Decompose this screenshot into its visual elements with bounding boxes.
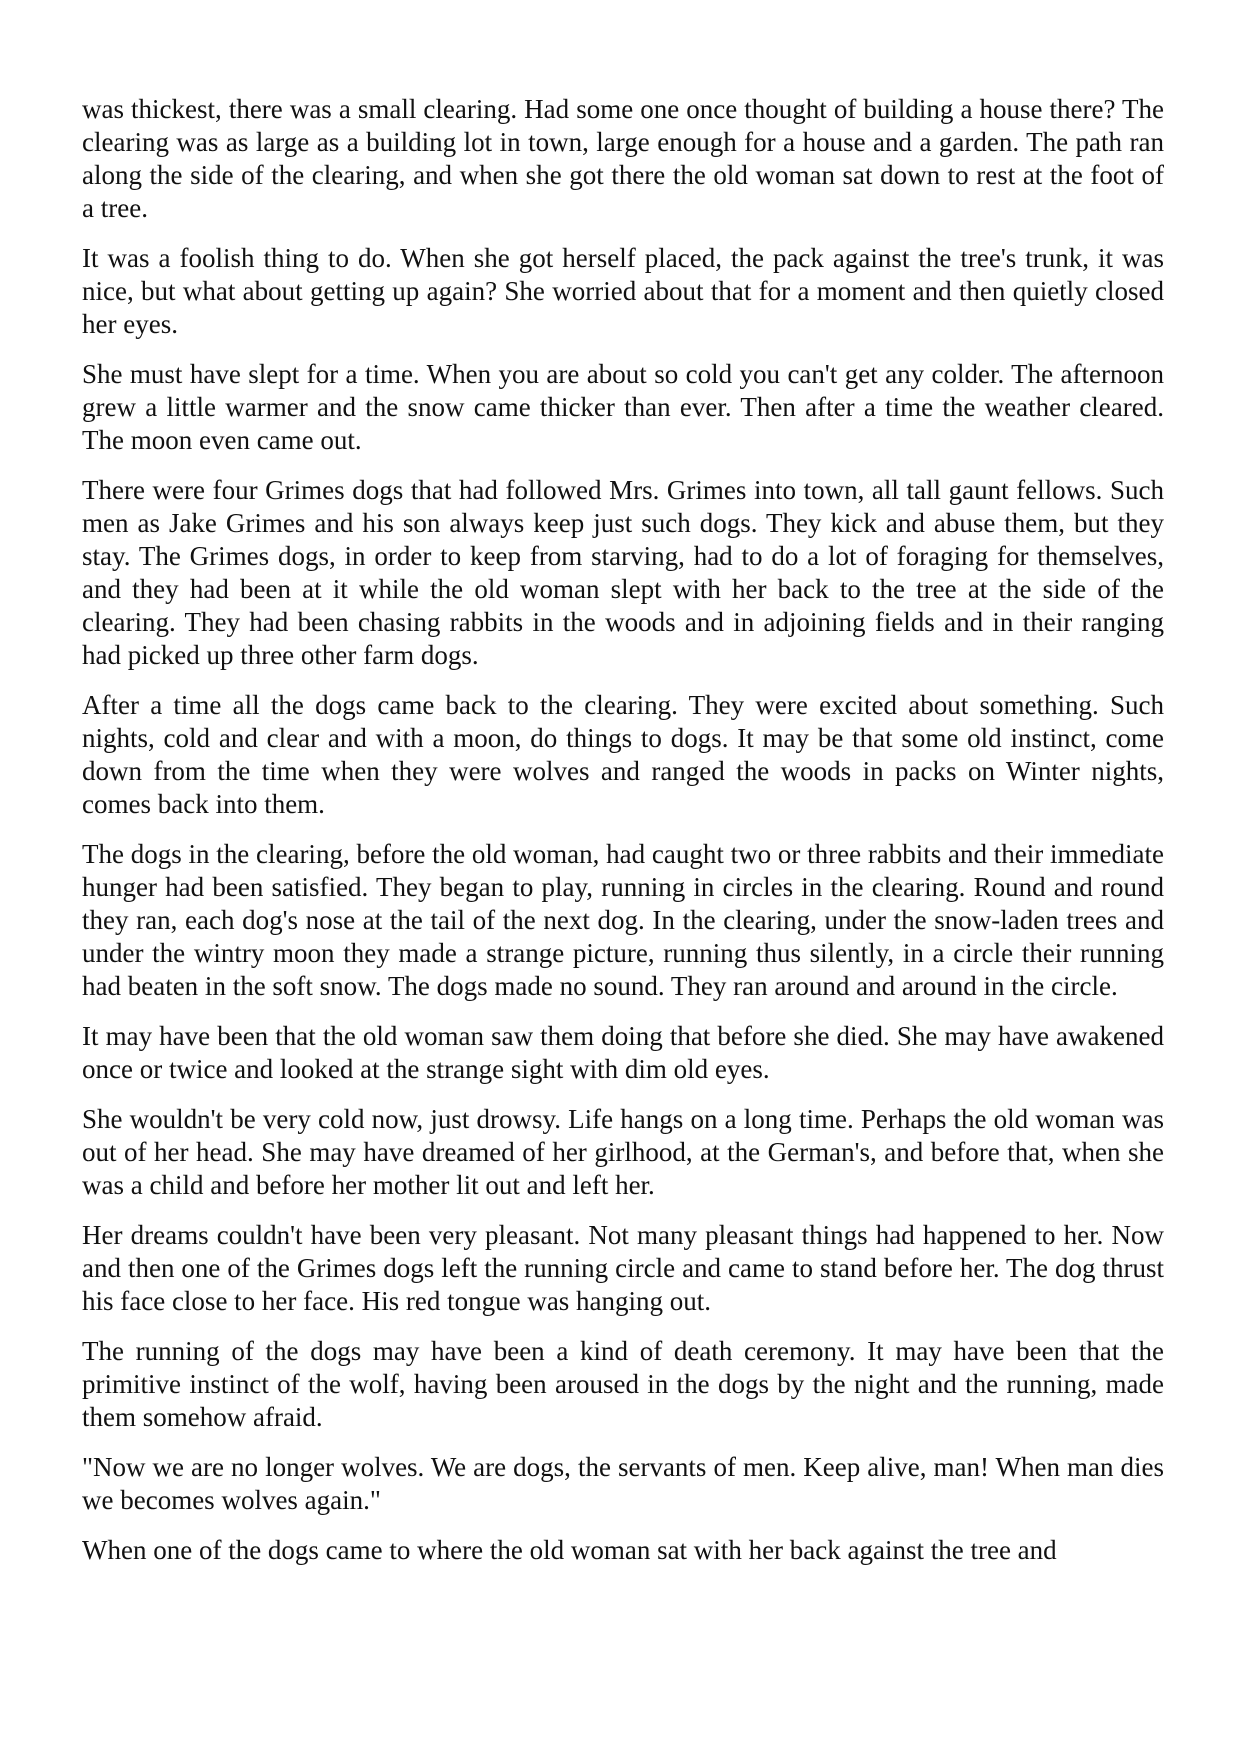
paragraph: The running of the dogs may have been a kind of death ceremony. It may have been that the primitive instinct of the wolf, having been aroused in the dogs by the night and the running, made them somehow afraid.	[82, 1336, 1164, 1432]
paragraph: Her dreams couldn't have been very pleasant. Not many pleasant things had happened to her. Now and then one of the Grimes dogs left the running circle and came to stand before her. The dog thrust his face close to her face. His red tongue was hanging out.	[82, 1220, 1164, 1316]
paragraph: "Now we are no longer wolves. We are dogs, the servants of men. Keep alive, man! When man dies we becomes wolves again."	[82, 1452, 1164, 1515]
paragraph: It was a foolish thing to do. When she got herself placed, the pack against the tree's trunk, it was nice, but what about getting up again? She worried about that for a moment and then quietly closed her eyes.	[82, 243, 1164, 339]
paragraph: The dogs in the clearing, before the old woman, had caught two or three rabbits and their immediate hunger had been satisfied. They began to play, running in circles in the clearing. Round and round they ran, each dog's nose at the tail of the next dog. In the clearing, under the snow-laden trees and under the wintry moon they made a strange picture, running thus silently, in a circle their running had beaten in the soft snow. The dogs made no sound. They ran around and around in the circle.	[82, 839, 1164, 1001]
paragraph: After a time all the dogs came back to the clearing. They were excited about something. Such nights, cold and clear and with a moon, do things to dogs. It may be that some old instinct, come down from the time when they were wolves and ranged the woods in packs on Winter nights, comes back into them.	[82, 690, 1164, 819]
paragraph: When one of the dogs came to where the old woman sat with her back against the tree and	[82, 1535, 1057, 1565]
paragraph: There were four Grimes dogs that had followed Mrs. Grimes into town, all tall gaunt fellows. Such men as Jake Grimes and his son always keep just such dogs. They kick and abuse them, but they stay. The Grimes dogs, in order to keep from starving, had to do a lot of foraging for themselves, and they had been at it while the old woman slept with her back to the tree at the side of the clearing. They had been chasing rabbits in the woods and in adjoining fields and in their ranging had picked up three other farm dogs.	[82, 475, 1164, 670]
document-page	[82, 93, 1164, 1584]
paragraph: She must have slept for a time. When you are about so cold you can't get any colder. The afternoon grew a little warmer and the snow came thicker than ever. Then after a time the weather cleared. The moon even came out.	[82, 359, 1164, 455]
paragraph: She wouldn't be very cold now, just drowsy. Life hangs on a long time. Perhaps the old woman was out of her head. She may have dreamed of her girlhood, at the German's, and before that, when she was a child and before her mother lit out and left her.	[82, 1104, 1164, 1200]
paragraph: was thickest, there was a small clearing. Had some one once thought of building a house there? The clearing was as large as a building lot in town, large enough for a house and a garden. The path ran along the side of the clearing, and when she got there the old woman sat down to rest at the foot of a tree.	[82, 94, 1164, 223]
paragraph: It may have been that the old woman saw them doing that before she died. She may have awakened once or twice and looked at the strange sight with dim old eyes.	[82, 1021, 1164, 1084]
